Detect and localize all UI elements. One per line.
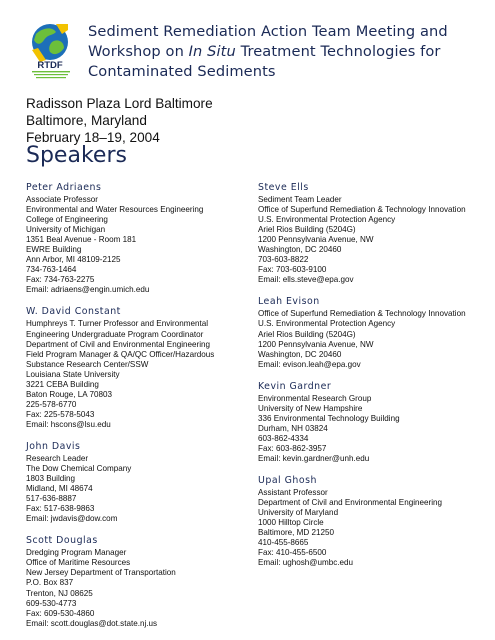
speaker-detail-line: 3221 CEBA Building [26,379,99,389]
speaker-email: Email: evison.leah@epa.gov [258,359,361,369]
speakers-left-column [26,182,241,640]
speaker-detail-line: 703-603-8822 [258,255,309,265]
speaker-entry [258,182,493,285]
speaker-name: Upal Ghosh [258,475,317,487]
speaker-detail-line: 1200 Pennsylvania Avenue, NW [258,339,374,349]
speaker-entry [258,296,493,369]
speaker-name: Kevin Gardner [258,380,332,392]
speaker-name: John Davis [26,440,81,452]
speaker-detail-line: 1000 Hilltop Circle [258,518,324,528]
venue-dates: February 18–19, 2004 [26,130,160,145]
speaker-detail-line: Washington, DC 20460 [258,349,342,359]
speaker-detail-line: 517-636-8887 [26,494,77,504]
speaker-detail-line: Dredging Program Manager [26,548,127,558]
speaker-entry [258,475,493,568]
rtdf-logo [26,20,78,82]
speaker-entry [26,441,241,524]
speaker-detail-line: Baton Rouge, LA 70803 [26,389,112,399]
speaker-detail-line: Sediment Team Leader [258,195,342,204]
venue-name: Radisson Plaza Lord Baltimore [26,96,213,111]
speaker-email: Email: jwdavis@dow.com [26,514,118,524]
speaker-detail-line: 1351 Beal Avenue - Room 181 [26,235,137,245]
speaker-detail-line: P.O. Box 837 [26,578,74,588]
speaker-detail-line: Field Program Manager & QA/QC Officer/Hazardous [26,349,215,359]
speaker-detail-line: 609-530-4773 [26,598,77,608]
speaker-entry [26,182,241,295]
speaker-detail-line: Midland, MI 48674 [26,484,93,494]
venue-city: Baltimore, Maryland [26,113,147,128]
speaker-detail-line: 1200 Pennsylvania Avenue, NW [258,235,374,245]
speaker-detail-line: 225-578-6770 [26,399,77,409]
speaker-detail-line: U.S. Environmental Protection Agency [258,215,396,225]
speaker-detail-line: 1803 Building [26,474,76,484]
speaker-email: Email: ells.steve@epa.gov [258,275,354,285]
speaker-detail-line: Office of Maritime Resources [26,558,131,568]
speaker-detail-line: Washington, DC 20460 [258,245,342,255]
speaker-name: Steve Ells [258,182,309,193]
speaker-detail-line: Substance Research Center/SSW [26,359,149,369]
speaker-detail-line: Engineering Undergraduate Program Coordinator [26,329,204,339]
speaker-entry [26,306,241,430]
speaker-detail-line: Assistant Professor [258,488,328,498]
document-title: Sediment Remediation Action Team Meeting and Workshop on In Situ Treatment Technologies for Contaminated Sediments [88,23,448,80]
speaker-email: Email: adriaens@engin.umich.edu [26,285,150,295]
speakers-right-column [258,182,493,579]
speaker-detail-line: Research Leader [26,453,89,463]
speaker-detail-line: New Jersey Department of Transportation [26,568,176,578]
speaker-detail-line: College of Engineering [26,215,108,225]
speaker-detail-line: Baltimore, MD 21250 [258,528,335,538]
speaker-detail-line: Ann Arbor, MI 48109-2125 [26,255,121,265]
speaker-name: Peter Adriaens [26,182,102,193]
speaker-detail-line: Durham, NH 03824 [258,423,328,433]
speaker-detail-line: Fax: 410-455-6500 [258,548,327,558]
speaker-detail-line: Fax: 517-638-9863 [26,504,95,514]
speaker-detail-line: Fax: 603-862-3957 [258,443,327,453]
speaker-detail-line: Humphreys T. Turner Professor and Environmental [26,319,209,329]
section-title: Speakers [26,143,127,168]
speaker-detail-line: Office of Superfund Remediation & Technology Innovation [258,309,466,319]
speaker-detail-line: Louisiana State University [26,369,120,379]
speaker-detail-line: EWRE Building [26,245,82,255]
speaker-email: Email: scott.douglas@dot.state.nj.us [26,618,158,628]
speaker-email: Email: ughosh@umbc.edu [258,558,354,568]
speaker-name: Scott Douglas [26,535,98,547]
speaker-detail-line: Ariel Rios Building (5204G) [258,329,356,339]
speaker-detail-line: The Dow Chemical Company [26,464,132,474]
speaker-entry [26,535,241,628]
speaker-detail-line: 410-455-8665 [258,538,309,548]
speaker-detail-line: 603-862-4334 [258,433,309,443]
speaker-detail-line: U.S. Environmental Protection Agency [258,319,396,329]
speaker-detail-line: Associate Professor [26,195,98,204]
speaker-detail-line: Trenton, NJ 08625 [26,588,93,598]
speaker-detail-line: Fax: 734-763-2275 [26,275,95,285]
speaker-detail-line: Fax: 609-530-4860 [26,608,95,618]
svg-text:RTDF: RTDF [37,60,63,71]
speaker-entry [258,381,493,464]
speaker-name: Leah Evison [258,296,320,308]
venue-info [26,95,426,146]
speaker-detail-line: Environmental and Water Resources Engineering [26,205,204,215]
speaker-detail-line: Department of Civil and Environmental Engineering [26,339,211,349]
speaker-detail-line: Department of Civil and Environmental Engineering [258,498,443,508]
speaker-detail-line: 734-763-1464 [26,265,77,275]
speaker-detail-line: Fax: 703-603-9100 [258,265,327,275]
speaker-email: Email: kevin.gardner@unh.edu [258,453,370,463]
speaker-detail-line: Ariel Rios Building (5204G) [258,225,356,235]
speaker-name: W. David Constant [26,306,121,318]
speaker-detail-line: 336 Environmental Technology Building [258,413,400,423]
speaker-email: Email: hscons@lsu.edu [26,419,111,429]
speaker-detail-line: University of Maryland [258,508,339,518]
speaker-detail-line: Environmental Research Group [258,393,372,403]
speaker-detail-line: University of New Hampshire [258,403,363,413]
speaker-detail-line: Office of Superfund Remediation & Technology Innovation [258,205,466,215]
speaker-detail-line: Fax: 225-578-5043 [26,409,95,419]
speaker-detail-line: University of Michigan [26,225,106,235]
